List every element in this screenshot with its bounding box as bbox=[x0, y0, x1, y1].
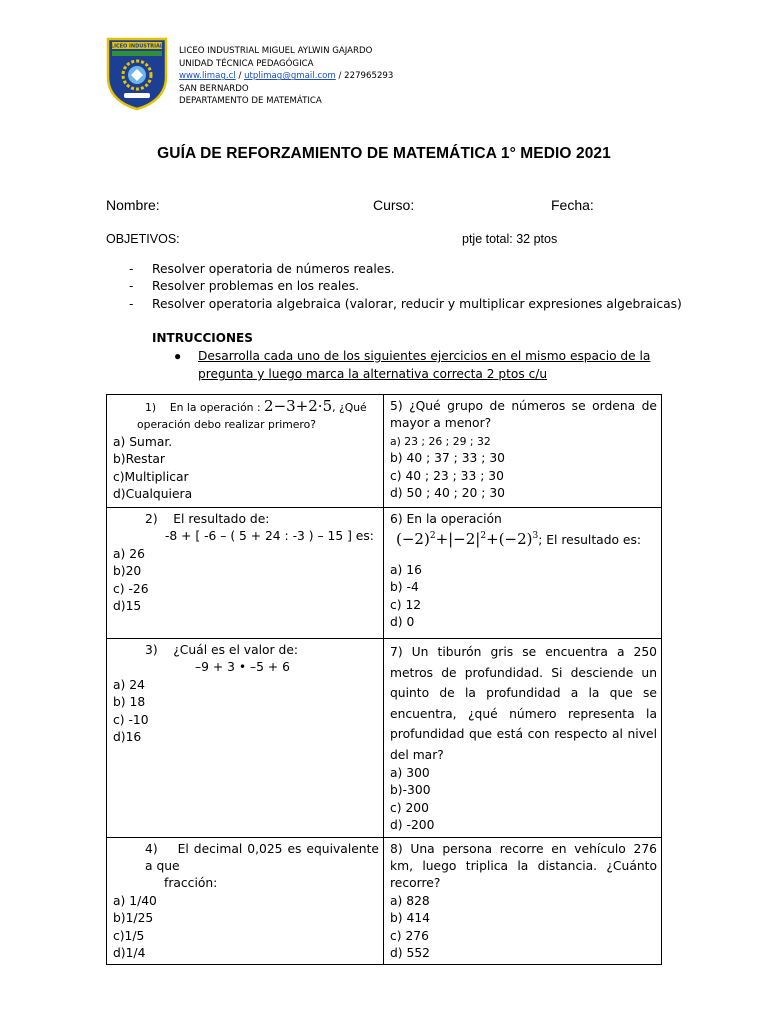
q4-stem-line-2: fracción: bbox=[164, 876, 218, 891]
separator: / bbox=[235, 71, 245, 82]
questions-table bbox=[106, 394, 662, 965]
question-6 bbox=[384, 508, 662, 639]
email-link[interactable]: utplimag@gmail.com bbox=[244, 71, 336, 82]
option[interactable]: c) 276 bbox=[390, 928, 429, 943]
q1-stem: 1) En la operación : 2−3+2·5, ¿Qué bbox=[145, 397, 367, 415]
option[interactable]: b) -4 bbox=[390, 580, 419, 595]
page-title: GUÍA DE REFORZAMIENTO DE MATEMÁTICA 1° MEDIO 2021 bbox=[157, 145, 611, 162]
question-2 bbox=[107, 508, 384, 639]
q2-expression: -8 + [ -6 – ( 5 + 24 : -3 ) – 15 ] es: bbox=[165, 529, 374, 544]
curso-label: Curso: bbox=[373, 197, 415, 213]
option[interactable]: a) 1/40 bbox=[113, 893, 157, 908]
option[interactable]: b) 18 bbox=[113, 695, 146, 710]
option[interactable]: a) 828 bbox=[390, 893, 430, 908]
q4-stem: 4) El decimal 0,025 es equivalente a que bbox=[145, 841, 379, 874]
school-unit: UNIDAD TÉCNICA PEDAGÓGICA bbox=[179, 58, 314, 69]
question-7 bbox=[384, 639, 662, 838]
option[interactable]: d) -200 bbox=[390, 818, 435, 833]
q3-expression: –9 + 3 • –5 + 6 bbox=[195, 660, 290, 675]
q6-expression: $(-2)^2+|-2|^2+(-2)^3$ bbox=[396, 530, 539, 549]
school-dept: DEPARTAMENTO DE MATEMÁTICA bbox=[179, 96, 322, 107]
option[interactable]: a) 26 bbox=[113, 546, 145, 561]
q7-stem: 7) Un tiburón gris se encuentra a 250 metros de profundidad. Si desciende un quinto de la profundidad a la que se encuentra, ¿qué número representa la profundidad que está con respecto al nivel del mar? bbox=[390, 645, 657, 762]
option[interactable]: b) 40 ; 37 ; 33 ; 30 bbox=[390, 451, 505, 466]
web-link[interactable]: www.limag.cl bbox=[179, 71, 236, 82]
option[interactable]: c) 200 bbox=[390, 800, 429, 815]
option[interactable]: a) 23 ; 26 ; 29 ; 32 bbox=[390, 434, 491, 448]
option[interactable]: d)Cualquiera bbox=[113, 487, 193, 502]
q8-stem: 8) Una persona recorre en vehículo 276 km, luego triplica la distancia. ¿Cuánto recorre? bbox=[390, 841, 657, 891]
q6-stem: 6) En la operación bbox=[390, 512, 502, 526]
option[interactable]: a) Sumar. bbox=[113, 434, 173, 449]
fecha-label: Fecha: bbox=[551, 197, 594, 213]
question-3 bbox=[107, 639, 384, 838]
phone: / 227965293 bbox=[335, 71, 394, 82]
option[interactable]: b)Restar bbox=[113, 452, 165, 467]
option[interactable]: c) 40 ; 23 ; 33 ; 30 bbox=[390, 468, 504, 483]
option[interactable]: d)16 bbox=[113, 730, 142, 745]
bullet-icon: ● bbox=[174, 349, 182, 363]
q3-stem: 3) ¿Cuál es el valor de: bbox=[145, 643, 299, 657]
option[interactable]: d)15 bbox=[113, 599, 142, 614]
option[interactable]: d) 50 ; 40 ; 20 ; 30 bbox=[390, 486, 505, 501]
option[interactable]: a) 16 bbox=[390, 562, 422, 577]
nombre-label: Nombre: bbox=[106, 197, 160, 213]
option[interactable]: c) -10 bbox=[113, 712, 149, 727]
question-4 bbox=[107, 837, 384, 965]
school-name: LICEO INDUSTRIAL MIGUEL AYLWIN GAJARDO bbox=[179, 46, 373, 56]
option[interactable]: c) 12 bbox=[390, 597, 422, 612]
option[interactable]: c)Multiplicar bbox=[113, 469, 189, 484]
q5-stem: 5) ¿Qué grupo de números se ordena de mayor a menor? bbox=[390, 399, 657, 431]
option[interactable]: b)-300 bbox=[390, 783, 431, 798]
objetivos-label: OBJETIVOS: bbox=[106, 232, 180, 246]
option[interactable]: b)1/25 bbox=[113, 911, 154, 926]
option[interactable]: c) -26 bbox=[113, 581, 149, 596]
option[interactable]: b) 414 bbox=[390, 911, 430, 926]
instructions-line-2: pregunta y luego marca la alternativa correcta 2 ptos c/u bbox=[198, 367, 548, 381]
q1-stem-line-2: operación debo realizar primero? bbox=[137, 418, 316, 432]
question-5 bbox=[384, 395, 662, 508]
question-8 bbox=[384, 837, 662, 965]
option[interactable]: b)20 bbox=[113, 564, 142, 579]
option[interactable]: c)1/5 bbox=[113, 928, 145, 943]
option[interactable]: d) 0 bbox=[390, 615, 415, 630]
logo-text: LICEO INDUSTRIAL bbox=[110, 43, 164, 50]
option[interactable]: d) 552 bbox=[390, 946, 430, 961]
school-header bbox=[179, 45, 393, 108]
instructions-line-1: Desarrolla cada uno de los siguientes ejercicios en el mismo espacio de la bbox=[198, 349, 651, 363]
question-1 bbox=[107, 395, 384, 508]
option[interactable]: a) 24 bbox=[113, 677, 145, 692]
q2-stem: 2) El resultado de: bbox=[145, 512, 270, 526]
score-total: ptje total: 32 ptos bbox=[462, 232, 558, 246]
school-logo bbox=[106, 37, 168, 111]
q1-expression: 2−3+2·5 bbox=[264, 397, 333, 415]
q6-expression-line: $(-2)^2+|-2|^2+(-2)^3$; El resultado es: bbox=[396, 530, 642, 549]
option[interactable]: d)1/4 bbox=[113, 946, 146, 961]
school-city: SAN BERNARDO bbox=[179, 83, 249, 94]
contact-line bbox=[179, 70, 393, 83]
option[interactable]: a) 300 bbox=[390, 766, 430, 780]
instructions-heading: INTRUCCIONES bbox=[152, 331, 253, 345]
